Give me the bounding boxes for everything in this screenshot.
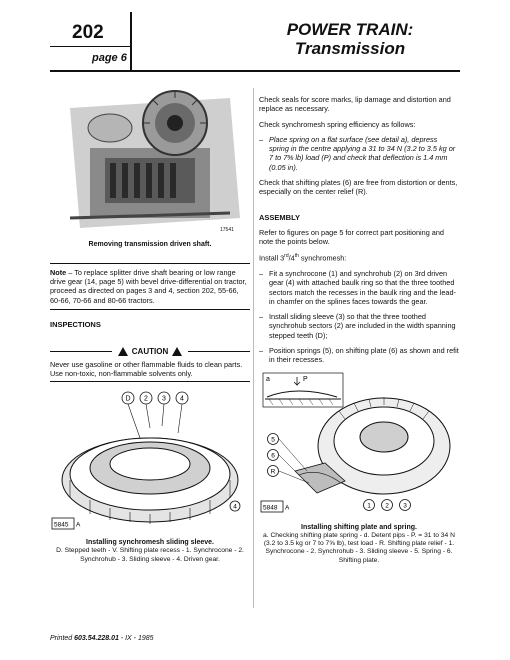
paragraph-shifting-plates: Check that shifting plates (6) are free from distortion or dents, especially on the center relief (R). (259, 178, 458, 197)
paragraph-spring-procedure: Place spring on a flat surface (see detail a), depress spring in the centre applying a 31 to 34 N (3.2 to 3.5 kg or 7 to 7⅝ lb) load (P) and check that deflection is 1.4 mm (0.05 in). (269, 134, 456, 172)
photo-id: 17541 (220, 227, 234, 233)
list-item: – Install sliding sleeve (3) so that the three toothed synchrohub sectors (2) are included in the width spanning stepped teeth (D); (259, 312, 459, 340)
fig2-label-a: a (266, 375, 270, 383)
page-label: page 6 (92, 52, 127, 64)
page-number: 202 (72, 22, 104, 43)
fig1-badge-3: 3 (162, 395, 166, 403)
fig2-badge-2: 2 (385, 502, 389, 510)
left-column (50, 88, 250, 564)
print-footer: Printed 603.54.228.01 - IX - 1985 (50, 635, 154, 642)
fig2-code: 5848 (263, 504, 278, 512)
fig1-code-suffix: A (76, 521, 81, 529)
right-column (259, 95, 459, 565)
paragraph-fit-synchrocone: Fit a synchrocone (1) and synchrohub (2) on 3rd driven gear (4) with attached baulk ring so that the three toothed sectors match the recesses in the baulk ring and the lead-in chamfer on the splines faces towards the gear. (269, 268, 456, 306)
transmission-photo (50, 88, 250, 236)
fig2-legend: a. Checking shifting plate spring - d. Detent pips - P. = 31 to 34 N (3.2 to 3.5 kg or 7 to 7⅝ lb), test load - R. Shifting plate relief - 1. Synchrocone - 2. Synchrohub - 3. Sliding sleeve - 5. Spring - 6. Shifting plate. (263, 531, 455, 564)
list-item: – Place spring on a flat surface (see detail a), depress spring in the centre applying a 31 to 34 N (3.2 to 3.5 kg or 7 to 7⅝ lb) load (P) and check that deflection is 1.4 mm (0.05 in). (259, 135, 459, 172)
warning-icon (118, 347, 128, 356)
caution-label: CAUTION (131, 346, 169, 356)
list-item: – Position springs (5), on shifting plate (6) as shown and refit in their recesses. (259, 346, 459, 365)
fig2-label-p: P (303, 375, 308, 383)
paragraph-seals: Check seals for score marks, lip damage and distortion and replace as necessary. (259, 95, 451, 114)
fig2-caption: Installing shifting plate and spring. (301, 523, 417, 531)
fig1-badge-4: 4 (180, 395, 184, 403)
fig2-badge-1: 1 (367, 502, 371, 510)
caution-text: Never use gasoline or other flammable fluids to clean parts. Use non-toxic, non-flammable solvents only. (50, 360, 250, 382)
fig1-legend: D. Stepped teeth - V. Shifting plate recess - 1. Synchrocone - 2. Synchrohub - 3. Sliding sleeve - 4. Driven gear. (56, 547, 244, 563)
note-label: Note (50, 268, 67, 277)
inspections-heading: INSPECTIONS (50, 319, 101, 329)
paragraph-install-synchromesh: Install 3rd/4th synchromesh: (259, 253, 347, 263)
shifting-plate-figure (259, 371, 459, 521)
paragraph-install-sleeve: Install sliding sleeve (3) so that the three toothed synchrohub sectors (2) are included in the width spanning stepped teeth (D); (269, 312, 456, 340)
fig1-badge-d: D (125, 395, 131, 403)
header-rule (50, 70, 460, 72)
fig2-badge-5: 5 (271, 436, 275, 444)
header-vertical-rule (130, 12, 132, 70)
fig2-code-suffix: A (285, 504, 290, 512)
fig2-badge-r: R (270, 468, 276, 476)
title-line-1: POWER TRAIN: (286, 20, 414, 39)
fig1-code: 5845 (54, 521, 69, 529)
fig1-badge-2: 2 (144, 395, 148, 403)
title-line-2: Transmission (294, 39, 406, 58)
page-title (240, 20, 460, 58)
warning-icon (172, 347, 182, 356)
fig2-badge-3: 3 (403, 502, 407, 510)
assembly-heading: ASSEMBLY (259, 212, 300, 222)
photo-caption: Removing transmission driven shaft. (88, 241, 212, 248)
paragraph-spring-check: Check synchromesh spring efficiency as follows: (259, 119, 416, 129)
fig1-caption: Installing synchromesh sliding sleeve. (86, 539, 214, 547)
synchromesh-sleeve-figure (50, 388, 250, 536)
header-rule-short (50, 46, 130, 47)
paragraph-position-springs: Position springs (5), on shifting plate (6) as shown and refit in their recesses. (269, 346, 459, 365)
column-divider (253, 88, 254, 608)
fig2-badge-6: 6 (271, 452, 275, 460)
paragraph-refer: Refer to figures on page 5 for correct part positioning and note the points below. (259, 227, 444, 246)
note-text: – To replace splitter drive shaft bearing or low range drive gear (14, page 5) with bevel drive-differential on tractor, proceed as directed on pages 3 and 4, section 202, 55-66, 60-66, 70-66 and 80-66 tractors. (50, 268, 247, 305)
fig1-badge-gear: 4 (233, 503, 237, 511)
list-item: – Fit a synchrocone (1) and synchrohub (2) on 3rd driven gear (4) with attached baulk ring so that the three toothed sectors match the recesses in the baulk ring and the lead-in chamfer on the splines faces towards the gear. (259, 269, 459, 306)
note-box (50, 263, 250, 310)
caution-header (50, 347, 250, 356)
